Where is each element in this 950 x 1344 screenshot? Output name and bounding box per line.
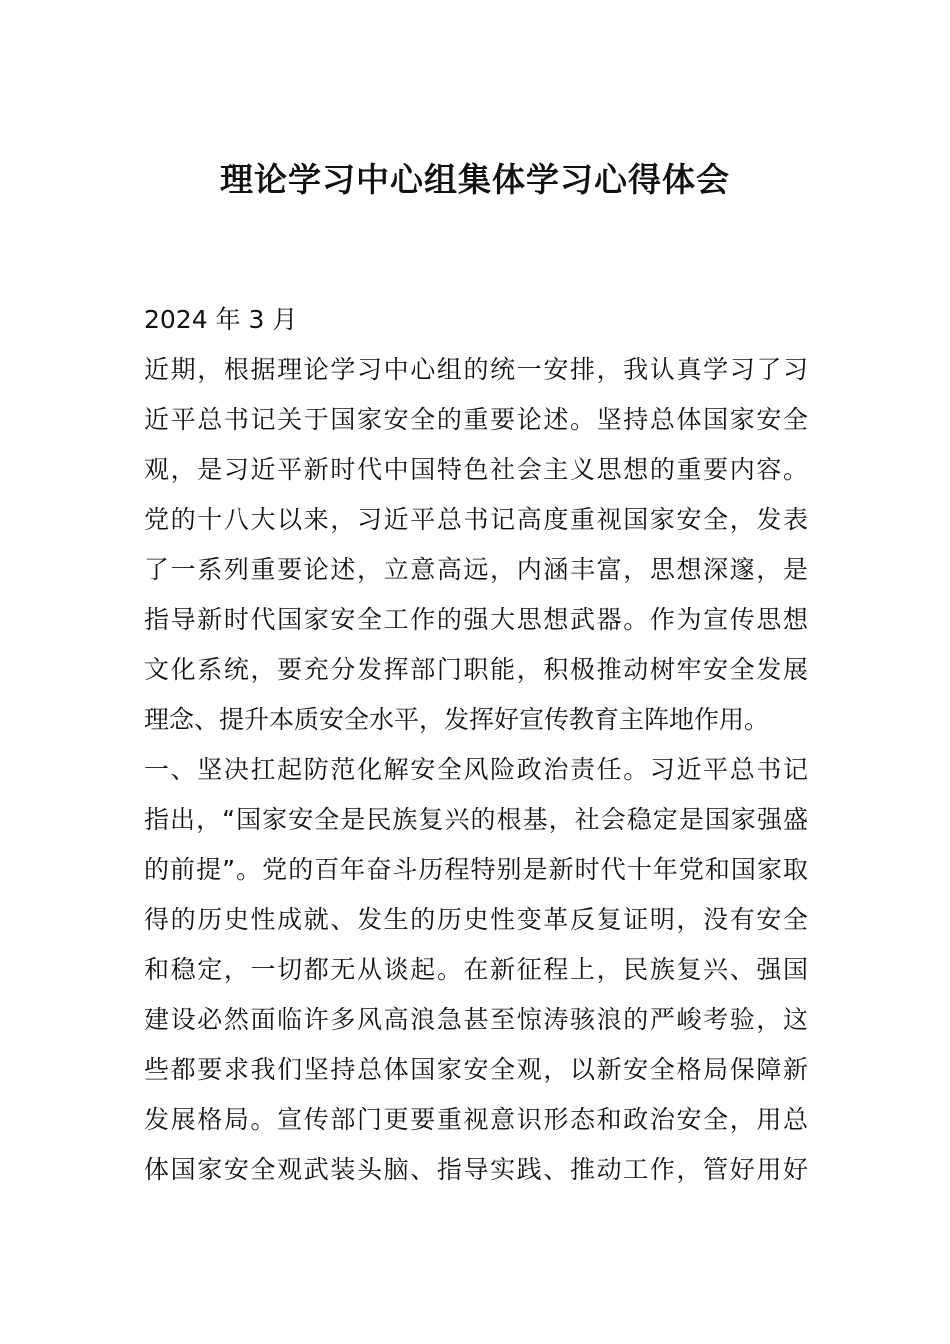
- body-line: 得的历史性成就、发生的历史性变革反复证明，没有安全: [144, 905, 808, 934]
- body-line: 近平总书记关于国家安全的重要论述。坚持总体国家安全: [144, 405, 808, 434]
- body-line: 文化系统，要充分发挥部门职能，积极推动树牢安全发展: [144, 655, 808, 684]
- body-line: 和稳定，一切都无从谈起。在新征程上，民族复兴、强国: [144, 955, 808, 984]
- body-line: 近期，根据理论学习中心组的统一安排，我认真学习了习: [144, 355, 808, 384]
- body-line: 指出，“国家安全是民族复兴的根基，社会稳定是国家强盛: [144, 805, 808, 834]
- document-body: [144, 295, 808, 1195]
- body-line: 了一系列重要论述，立意高远，内涵丰富，思想深邃，是: [144, 555, 808, 584]
- body-line: 的前提”。党的百年奋斗历程特别是新时代十年党和国家取: [144, 855, 808, 884]
- body-line: 些都要求我们坚持总体国家安全观，以新安全格局保障新: [144, 1055, 808, 1084]
- body-line: 体国家安全观武装头脑、指导实践、推动工作，管好用好: [144, 1155, 808, 1184]
- body-line: 党的十八大以来，习近平总书记高度重视国家安全，发表: [144, 505, 808, 534]
- body-line: 理念、提升本质安全水平，发挥好宣传教育主阵地作用。: [144, 705, 770, 734]
- body-line: 指导新时代国家安全工作的强大思想武器。作为宣传思想: [144, 605, 808, 634]
- body-line: 建设必然面临许多风高浪急甚至惊涛骇浪的严峻考验，这: [144, 1005, 808, 1034]
- document-date: 2024 年 3 月: [144, 305, 298, 334]
- body-line: 一、坚决扛起防范化解安全风险政治责任。习近平总书记: [144, 755, 808, 784]
- body-line: 发展格局。宣传部门更要重视意识形态和政治安全，用总: [144, 1105, 808, 1134]
- document-title: 理论学习中心组集体学习心得体会: [220, 160, 730, 199]
- body-line: 观，是习近平新时代中国特色社会主义思想的重要内容。: [144, 455, 808, 484]
